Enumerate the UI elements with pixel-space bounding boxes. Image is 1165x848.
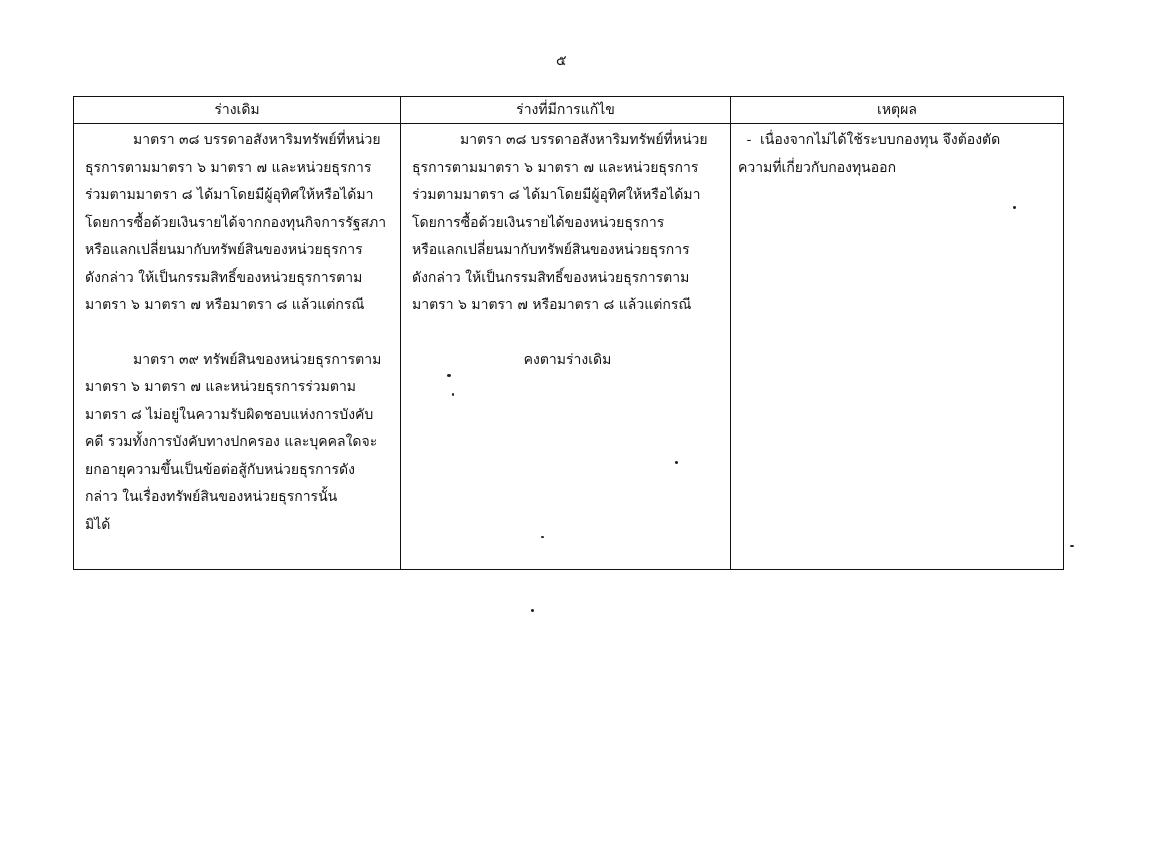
original-s39-line-3: คดี รวมทั้งการบังคับทางปกครอง และบุคคลใดจะ bbox=[85, 434, 378, 450]
comparison-table bbox=[73, 96, 1064, 570]
scan-speck bbox=[452, 393, 454, 396]
reason-line-1: ความที่เกี่ยวกับกองทุนออก bbox=[738, 159, 897, 176]
revised-s38-line-5: ดังกล่าว ให้เป็นกรรมสิทธิ์ของหน่วยธุรการตาม bbox=[412, 269, 690, 286]
reason-line-0-text: เนื่องจากไม่ได้ใช้ระบบกองทุน จึงต้องตัด bbox=[760, 132, 1001, 148]
reason-cell bbox=[731, 124, 1064, 570]
scan-speck bbox=[541, 536, 544, 538]
header-original: ร่างเดิม bbox=[74, 97, 401, 124]
table-row bbox=[74, 124, 1064, 570]
scan-speck bbox=[675, 461, 678, 464]
revised-s38-line-4: หรือแลกเปลี่ยนมากับทรัพย์สินของหน่วยธุรการ bbox=[412, 242, 690, 258]
original-s38-line-5: ดังกล่าว ให้เป็นกรรมสิทธิ์ของหน่วยธุรการตาม bbox=[85, 269, 363, 286]
revised-s38-line-2: ร่วมตามมาตรา ๘ ได้มาโดยมีผู้อุทิศให้หรือได้มา bbox=[412, 187, 701, 203]
header-revised: ร่างที่มีการแก้ไข bbox=[401, 97, 731, 124]
revised-section-38 bbox=[412, 127, 723, 320]
original-draft-cell bbox=[74, 124, 401, 570]
revised-s38-line-0: มาตรา ๓๘ บรรดาอสังหาริมทรัพย์ที่หน่วย bbox=[460, 132, 708, 148]
page-number: ๕ bbox=[556, 53, 567, 69]
revised-s38-line-1: ธุรการตามมาตรา ๖ มาตรา ๗ และหน่วยธุรการ bbox=[412, 159, 699, 176]
original-s39-line-4: ยกอายุความขึ้นเป็นข้อต่อสู้กับหน่วยธุรการดัง bbox=[85, 461, 355, 478]
table-header-row bbox=[74, 97, 1064, 124]
original-s38-line-6: มาตรา ๖ มาตรา ๗ หรือมาตรา ๘ แล้วแต่กรณี bbox=[85, 297, 365, 313]
revised-draft-cell bbox=[401, 124, 731, 570]
revised-s38-line-6: มาตรา ๖ มาตรา ๗ หรือมาตรา ๘ แล้วแต่กรณี bbox=[412, 297, 692, 313]
revised-section-39-note: คงตามร่างเดิม bbox=[523, 351, 612, 368]
original-s39-line-2: มาตรา ๘ ไม่อยู่ในความรับผิดชอบแห่งการบังคับ bbox=[85, 406, 374, 423]
scan-speck bbox=[447, 374, 451, 377]
original-s38-line-1: ธุรการตามมาตรา ๖ มาตรา ๗ และหน่วยธุรการ bbox=[85, 159, 372, 176]
original-s39-line-0: มาตรา ๓๙ ทรัพย์สินของหน่วยธุรการตาม bbox=[133, 351, 382, 368]
original-s39-line-1: มาตรา ๖ มาตรา ๗ และหน่วยธุรการร่วมตาม bbox=[85, 379, 357, 395]
original-section-39 bbox=[85, 347, 393, 540]
original-s38-line-3: โดยการซื้อด้วยเงินรายได้จากกองทุนกิจการรัฐสภา bbox=[85, 214, 387, 231]
scan-speck bbox=[1013, 206, 1016, 209]
scan-speck bbox=[1070, 545, 1074, 547]
header-reason: เหตุผล bbox=[731, 97, 1064, 124]
original-s38-line-0: มาตรา ๓๘ บรรดาอสังหาริมทรัพย์ที่หน่วย bbox=[133, 132, 381, 148]
original-s38-line-2: ร่วมตามมาตรา ๘ ได้มาโดยมีผู้อุทิศให้หรือได้มา bbox=[85, 187, 374, 203]
scan-speck bbox=[531, 609, 534, 612]
original-s39-line-5: กล่าว ในเรื่องทรัพย์สินของหน่วยธุรการนั้น bbox=[85, 489, 338, 505]
revised-s38-line-3: โดยการซื้อด้วยเงินรายได้ของหน่วยธุรการ bbox=[412, 214, 665, 231]
reason-line-0 bbox=[738, 127, 1056, 155]
original-section-38 bbox=[85, 127, 393, 320]
original-s38-line-4: หรือแลกเปลี่ยนมากับทรัพย์สินของหน่วยธุรการ bbox=[85, 242, 363, 258]
reason-bullet: - bbox=[746, 132, 752, 148]
original-s39-line-6: มิได้ bbox=[85, 516, 111, 533]
